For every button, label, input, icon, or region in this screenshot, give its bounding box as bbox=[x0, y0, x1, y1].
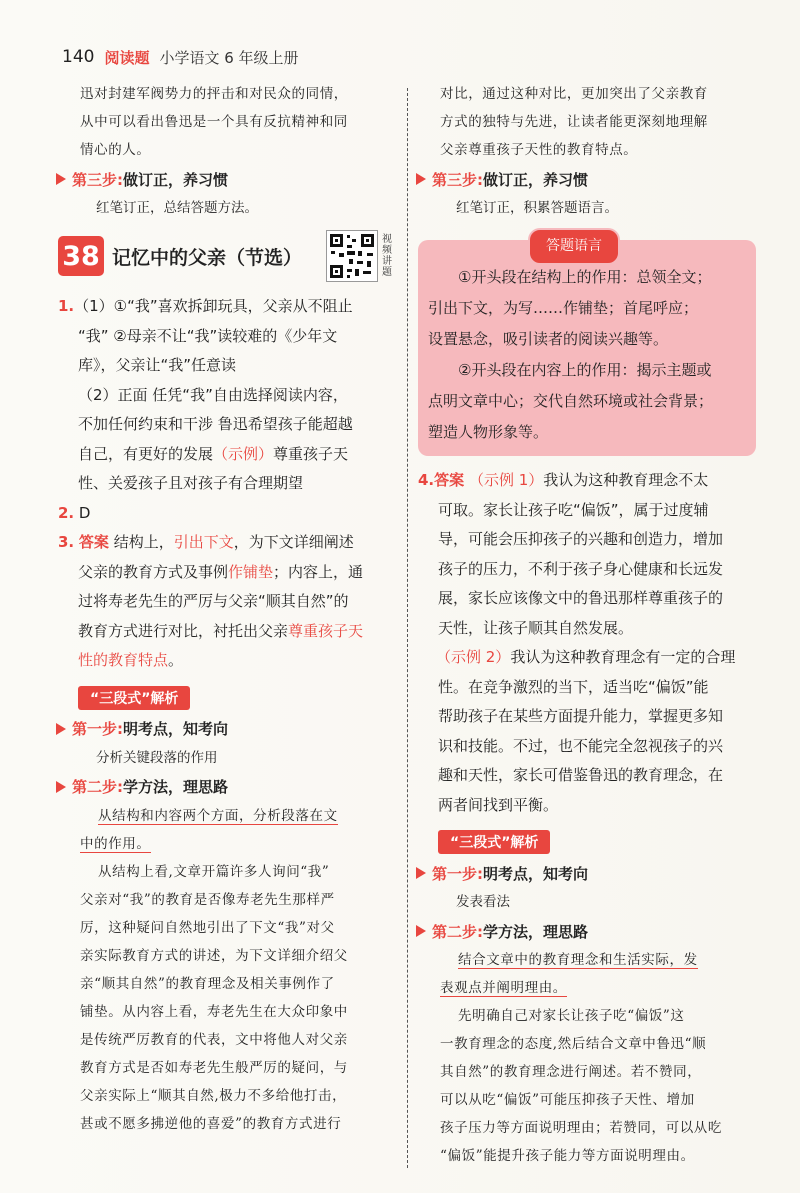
text-line: 亲“顺其自然”的教育理念及相关事例作了 bbox=[80, 975, 335, 992]
question-number: 2. bbox=[58, 503, 75, 522]
text-line: 对比，通过这种对比，更加突出了父亲教育 bbox=[440, 86, 708, 102]
text-line: 可取。家长让孩子吃“偏饭”，属于过度辅 bbox=[438, 500, 709, 519]
question-number: 3. bbox=[58, 533, 75, 551]
text-line: 教育方式是否如寿老先生般严厉的疑问，与 bbox=[80, 1059, 348, 1076]
arrow-icon bbox=[416, 867, 426, 879]
text-line: 厉，这种疑问自然地引出了下文“我”对父 bbox=[80, 919, 335, 936]
answer-label: 答案 bbox=[434, 471, 465, 489]
text-line: 父亲实际上“顺其自然,极力不多给他打击， bbox=[80, 1087, 347, 1104]
text-line: 是传统严厉教育的代表，文中将他人对父亲 bbox=[80, 1031, 348, 1048]
text-line: 不加任何约束和干涉 鲁迅希望孩子能超越 bbox=[78, 415, 353, 433]
text-line: 孩子的压力，不利于孩子身心健康和长远发 bbox=[438, 559, 724, 578]
page-header bbox=[62, 44, 299, 70]
arrow-icon bbox=[416, 173, 426, 185]
text-line: 铺垫。从内容上看，寿老先生在大众印象中 bbox=[80, 1003, 348, 1020]
page-number: 140 bbox=[62, 47, 95, 67]
section-title bbox=[58, 230, 396, 282]
text-line: 导，可能会压抑孩子的兴趣和创造力，增加 bbox=[438, 530, 724, 548]
example-label: （示例） bbox=[213, 444, 274, 463]
text-line: 其自然”的教育理念进行阐述。若不赞同， bbox=[440, 1064, 702, 1080]
text-line: 设置悬念，吸引读者的阅读兴趣等。 bbox=[428, 330, 669, 348]
step1-text: 分析关键段落的作用 bbox=[96, 749, 218, 766]
text-line: “偏饭”能提升孩子能力等方面说明理由。 bbox=[440, 1148, 695, 1164]
text-line: 情心的人。 bbox=[80, 142, 151, 158]
example-label: （示例 2） bbox=[436, 648, 511, 666]
arrow-icon bbox=[56, 723, 66, 735]
question-2: 2. D bbox=[58, 503, 91, 522]
text-line: 展，家长应该像文中的鲁迅那样尊重孩子的 bbox=[438, 589, 724, 607]
right-column bbox=[418, 80, 756, 1170]
step1-heading: 第一步: 明考点，知考向 bbox=[418, 858, 756, 888]
section-number: 38 bbox=[58, 236, 104, 276]
qr-label: 视频讲题 bbox=[382, 234, 393, 278]
step3-heading: 第三步: 做订正，养习惯 bbox=[418, 164, 756, 194]
brand-label: 阅读题 bbox=[104, 48, 150, 67]
text-line: 孩子压力等方面说明理由；若赞同，可以从吃 bbox=[440, 1120, 722, 1136]
text-line: （2）正面 任凭“我”自由选择阅读内容， bbox=[78, 385, 348, 404]
text-line: ①开头段在结构上的作用：总领全文； bbox=[458, 268, 712, 286]
example-label: （示例 1） bbox=[468, 471, 544, 489]
text-line: ②开头段在内容上的作用：揭示主题或 bbox=[458, 361, 712, 379]
text-line: “我” ②母亲不让“我”读较难的《少年文 bbox=[78, 326, 338, 345]
text-line: 库》，父亲让“我”任意读 bbox=[78, 356, 237, 374]
left-column bbox=[58, 80, 396, 1138]
text-line: 过将寿老先生的严厉与父亲“顺其自然”的 bbox=[78, 592, 349, 610]
text-line: 父亲尊重孩子天性的教育特点。 bbox=[440, 142, 638, 158]
text-line: 可以从吃“偏饭”可能压抑孩子天性、增加 bbox=[440, 1092, 695, 1108]
arrow-icon bbox=[56, 173, 66, 185]
text-line: 从结构上看,文章开篇许多人询问“我” bbox=[98, 863, 330, 880]
underlined-text: 中的作用。 bbox=[80, 835, 151, 852]
question-number: 4. bbox=[418, 471, 435, 489]
book-title: 小学语文 6 年级上册 bbox=[159, 48, 299, 67]
step1-text: 发表看法 bbox=[456, 894, 510, 910]
answer-language-box bbox=[418, 240, 756, 456]
text-line: 甚或不愿多拂逆他的喜爱”的教育方式进行 bbox=[80, 1115, 342, 1132]
text-line: 两者间找到平衡。 bbox=[438, 795, 559, 814]
text-line: 帮助孩子在某些方面提升能力，掌握更多知 bbox=[438, 707, 724, 725]
text-line: 性。在竞争激烈的当下，适当吃“偏饭”能 bbox=[438, 677, 709, 696]
underlined-text: 结合文章中的教育理念和生活实际，发 bbox=[458, 952, 698, 968]
text-line: 自己，有更好的发展（示例）尊重孩子天 bbox=[78, 444, 349, 463]
arrow-icon bbox=[56, 781, 66, 793]
text-line: 方式的独特与先进，让读者能更深刻地理解 bbox=[440, 114, 708, 130]
text-line: 一教育理念的态度,然后结合文章中鲁迅“顺 bbox=[440, 1036, 707, 1052]
text-line: 引出下文，为写……作铺垫；首尾呼应； bbox=[428, 299, 699, 317]
arrow-icon bbox=[416, 925, 426, 937]
underlined-text: 从结构和内容两个方面，分析段落在文 bbox=[98, 807, 338, 824]
text-line: 迅对封建军阀势力的抨击和对民众的同情， bbox=[80, 86, 348, 102]
question-number: 1. bbox=[58, 297, 75, 315]
text-line: 塑造人物形象等。 bbox=[428, 423, 549, 441]
step2-heading: 第二步: 学方法，理思路 bbox=[58, 772, 396, 802]
question-4: 4.答案 （示例 1）我认为这种教育理念不太 可取。家长让孩子吃“偏饭”，属于过度辅 导，可能会压抑孩子的兴趣和创造力，增加 孩子的压力，不利于孩子身心健康和长远发 展，家长应该像文中的鲁迅那样尊重孩子的 天性，让孩子顺其自然发展。 （示例 2）我认为这种教育理念有一定的合理 性。在竞争激烈的当下，适当吃“偏饭”能 帮助孩子在某些方面提升能力，掌握更多知 识和技能。不过，也不能完全忽视孩子的兴 趣和天性，家长可借鉴鲁迅的教育理念，在 两者间找到平衡。 bbox=[418, 466, 756, 820]
text-line: 性、关爱孩子且对孩子有合理期望 bbox=[78, 474, 304, 492]
text-line: 亲实际教育方式的讲述，为下文详细介绍父 bbox=[80, 947, 348, 964]
step3-text: 红笔订正，积累答题语言。 bbox=[456, 200, 618, 216]
section-title-text: 记忆中的父亲（节选） bbox=[112, 246, 303, 269]
question-3: 3. 答案 结构上，引出下文，为下文详细阐述 父亲的教育方式及事例作铺垫；内容上，通 过将寿老先生的严厉与父亲“顺其自然”的 教育方式进行对比，衬托出父亲尊重孩子天 性的教育特点。 bbox=[58, 528, 396, 676]
text-line: 从中可以看出鲁迅是一个具有反抗精神和同 bbox=[80, 114, 348, 130]
underlined-text: 表观点并阐明理由。 bbox=[440, 980, 567, 996]
step3-heading: 第三步: 做订正，养习惯 bbox=[58, 164, 396, 194]
text-line: 天性，让孩子顺其自然发展。 bbox=[438, 618, 634, 637]
text-line: 父亲对“我”的教育是否像寿老先生那样严 bbox=[80, 891, 335, 908]
text-line: 先明确自己对家长让孩子吃“偏饭”这 bbox=[458, 1008, 685, 1024]
question-1: 1.（1）①“我”喜欢拆卸玩具，父亲从不阻止 “我” ②母亲不让“我”读较难的《少年文 库》，父亲让“我”任意读 （2）正面 任凭“我”自由选择阅读内容， 不加任何约束和干涉 鲁迅希望孩子能超越 自己，有更好的发展（示例）尊重孩子天 性、关爱孩子且对孩子有合理期望 bbox=[58, 292, 396, 499]
text-line: 趣和天性，家长可借鉴鲁迅的教育理念，在 bbox=[438, 766, 724, 784]
column-divider bbox=[407, 88, 408, 1168]
text-line: 点明文章中心；交代自然环境或社会背景； bbox=[428, 392, 714, 410]
analysis-tag: “三段式”解析 bbox=[78, 686, 190, 710]
analysis-tag: “三段式”解析 bbox=[438, 830, 550, 854]
text-line: 识和技能。不过，也不能完全忽视孩子的兴 bbox=[438, 736, 724, 755]
step1-heading: 第一步: 明考点，知考向 bbox=[58, 714, 396, 744]
step3-text: 红笔订正，总结答题方法。 bbox=[96, 200, 258, 216]
box-label: 答题语言 bbox=[528, 228, 620, 265]
qr-code-icon[interactable] bbox=[326, 230, 378, 282]
answer-label: 答案 bbox=[78, 533, 109, 551]
step2-heading: 第二步: 学方法，理思路 bbox=[418, 916, 756, 946]
